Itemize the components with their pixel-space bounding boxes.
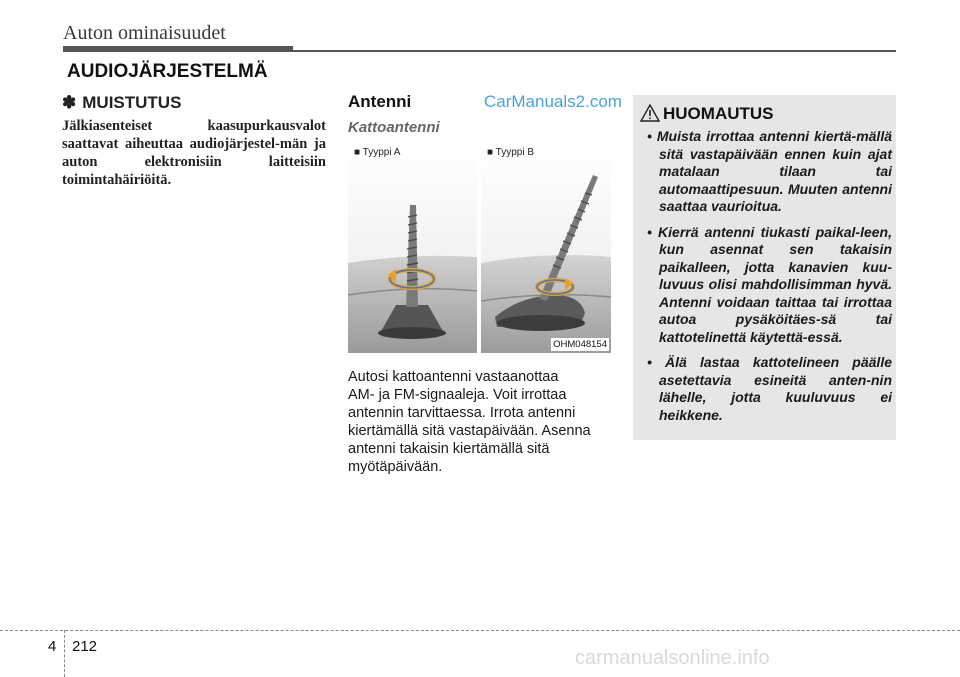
caution-heading [62,93,181,113]
caution-title: MUISTUTUS [82,93,182,112]
caution-symbol-icon: ✽ [62,93,77,112]
page-number: 212 [72,638,98,655]
notice-item: • Älä lastaa kattotelineen päälle asetettavia esineitä anten-nin lähelle, jotta kuuluvuus ei heikkene. [647,354,892,423]
notice-title: HUOMAUTUS [663,104,774,123]
antenna-body-line: Autosi kattoantenni vastaanottaa [348,369,559,385]
caution-body: Jälkiasenteiset kaasupurkausvalot saattavat aiheuttaa audiojärjestel-män ja auton elektronisiin laitteisiin toimintahäiriöitä. [62,118,326,188]
type-a-label: ■ Tyyppi A [354,147,401,158]
antenna-body-line: myötäpäivään. [348,459,443,475]
site-watermark: CarManuals2.com [484,92,622,111]
figure-panel-type-a [348,145,477,353]
antenna-heading: Antenni [348,92,412,111]
antenna-body-line: kiertämällä sitä vastapäivään. Asenna [348,423,591,439]
chapter-number: 4 [48,638,57,655]
antenna-body-line: antennin tarvittaessa. Irrota antenni [348,405,576,421]
running-header: Auton ominaisuudet [63,22,226,44]
section-title: AUDIOJÄRJESTELMÄ [67,61,268,82]
header-rule [63,50,896,52]
type-b-label: ■ Tyyppi B [487,147,534,158]
antenna-body-line: antenni takaisin kiertämällä sitä [348,441,550,457]
antenna-body [348,368,612,476]
type-b-illustration [481,145,611,353]
antenna-figure [348,145,611,353]
notice-item: • Kierrä antenni tiukasti paikal-leen, kun asennat sen takaisin paikalleen, jotta kanavien kuu-luvuus olisi mahdollisimman hyvä. Antenni voidaan taittaa tai irrottaa autoa pysäköitäes-sä tai kattotelinettä käytettä-essä. [647,223,892,345]
figure-code: OHM048154 [553,339,607,350]
type-a-illustration [348,145,477,353]
antenna-subheading: Kattoantenni [348,119,440,136]
figure-panel-type-b [481,145,611,353]
antenna-body-line: AM- ja FM-signaaleja. Voit irrottaa [348,387,567,403]
footer-watermark: carmanualsonline.info [575,647,770,669]
footer-divider [64,630,65,677]
notice-list [645,128,892,432]
notice-item: • Muista irrottaa antenni kiertä-mällä sitä vastapäivään ennen kuin ajat matalaan tilaan tai automaattipesuun. Muuten antenni saattaa vaurioitua. [647,128,892,214]
warning-triangle-icon [640,104,660,122]
footer-rule [0,630,960,631]
